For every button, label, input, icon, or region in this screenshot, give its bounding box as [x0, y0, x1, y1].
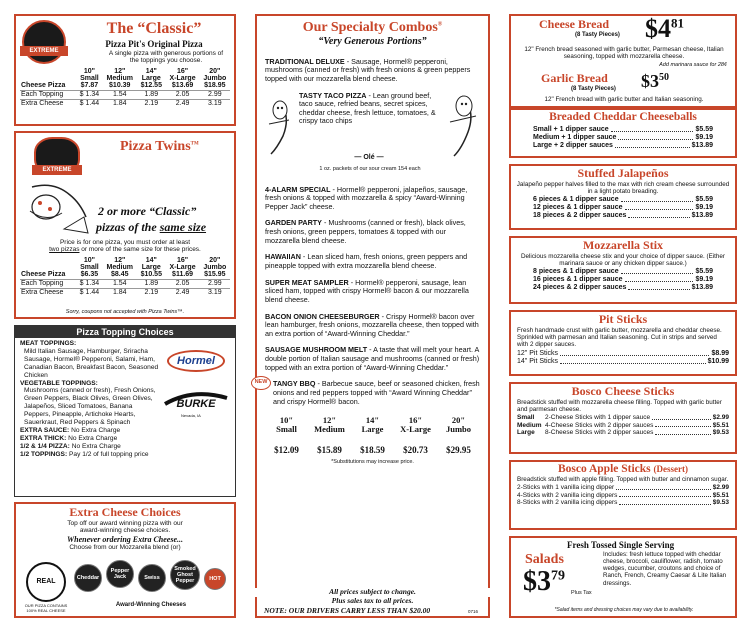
combo-item — [265, 253, 480, 270]
size-xlarge: 16" — [177, 257, 189, 264]
price-cell: 2.19 — [137, 100, 165, 109]
half-pizza-value: No Extra Charge — [71, 442, 121, 450]
trademark: TM — [190, 141, 199, 147]
stork-pizza-illustration — [24, 177, 94, 237]
pizza-pit-logo — [22, 20, 66, 64]
pit-sticks-panel — [509, 310, 737, 376]
combo-item — [265, 186, 480, 212]
salads-plus-tax: Plus Tax — [571, 590, 592, 596]
bosco-apple-desc: Breadstick stuffed with apple filling. Topped with butter and cinnamon sugar. — [517, 476, 729, 484]
item-label: 12 pieces & 1 dipper sauce — [533, 204, 623, 212]
price-cell: $ 1.44 — [76, 100, 102, 109]
price-cell: 1.89 — [137, 91, 165, 100]
price-line — [533, 142, 713, 150]
hormel-logo-text: Hormel — [177, 355, 215, 367]
half-pizza-label: 1/2 & 1/4 PIZZA: — [20, 442, 70, 450]
burke-logo — [163, 390, 229, 420]
price-cell: 2.49 — [166, 289, 200, 298]
item-label: Medium + 1 dipper sauce — [533, 134, 617, 142]
toppings-panel — [14, 325, 236, 497]
extra-thick — [20, 435, 160, 443]
size-label: Jumbo — [445, 423, 472, 434]
price-cents: 79 — [551, 568, 565, 584]
price-cell: $ 1.44 — [76, 289, 102, 298]
combo-name: TANGY BBQ — [273, 379, 316, 389]
combo-sizes — [265, 416, 480, 433]
new-badge-text: NEW — [254, 379, 268, 386]
price-cell: 1.89 — [137, 280, 165, 289]
item-label: 16 pieces & 1 dipper sauce — [533, 276, 623, 284]
jalapenos-title: Stuffed Jalapeños — [577, 166, 669, 180]
row-label: Cheese Pizza — [21, 82, 66, 89]
size-label: X-Large — [169, 264, 196, 271]
logo-band: EXTREME — [20, 46, 68, 56]
extra-cheese-l2: award-winning cheese choices. — [79, 527, 171, 535]
size-row — [20, 68, 230, 82]
salads-desc: Includes: fresh lettuce topped with cheddar cheese, broccoli, cauliflower, radish, tomato wedges, cucumber, croutons and choice of Ranch, French, Creamy Caesar & Lite Italian dressings. — [603, 551, 727, 587]
garlic-bread-price — [641, 72, 669, 90]
swiss-badge-icon — [138, 564, 166, 592]
meat-heading: MEAT TOPPINGS: — [20, 340, 77, 347]
bosco-cheese-panel — [509, 382, 737, 454]
veg-list: Mushrooms (canned or fresh), Fresh Onions, Green Peppers, Black Olives, Green Olives, Jalapeños, Sliced Tomatoes, Banana Peppers, Pineapple, Artichoke Hearts, Sauerkraut, Red Peppers & Spinach — [24, 387, 156, 427]
price-row — [20, 271, 230, 280]
item-label: 24 pieces & 2 dipper sauces — [533, 284, 627, 292]
garlic-bread-desc: 12" French bread with garlic butter and Italian seasoning. — [544, 96, 704, 103]
item-price: $9.19 — [695, 134, 713, 142]
taco-block — [265, 92, 480, 178]
size-label: Small — [80, 264, 99, 271]
item-price: $5.51 — [712, 491, 729, 499]
price-cell: $10.39 — [109, 82, 131, 89]
price-cell: 2.05 — [166, 91, 200, 100]
classic-price-table — [20, 68, 230, 108]
substitution-note: *Substitutions may increase price. — [331, 458, 414, 465]
burke-sub: Nevada, IA — [181, 413, 201, 418]
hormel-logo — [167, 350, 225, 372]
mozz-title: Mozzarella Stix — [582, 238, 664, 252]
combos-title — [257, 20, 488, 36]
row-label: Cheese Pizza — [21, 271, 66, 278]
registered-mark: ® — [437, 21, 443, 28]
price-cell: 2.49 — [166, 100, 200, 109]
price-cell: 3.19 — [200, 289, 230, 298]
badge-label: Smoked Ghost Pepper — [174, 565, 196, 585]
classic-desc: A single pizza with generous portions of the toppings you choose. — [108, 50, 224, 65]
combos-list — [254, 56, 488, 465]
pizza-pit-extreme-logo — [34, 137, 80, 183]
price-cents: 50 — [659, 72, 669, 83]
item-price: $9.19 — [695, 276, 713, 284]
pit-sticks-desc: Fresh handmade crust with garlic butter, mozzarella and cheddar cheese. Sprinkled with parmesan and Italian seasoning. Cut in strips and served with 2 dipper sauces. — [517, 326, 722, 349]
note-line-2: or more of the same size for these prices. — [79, 246, 201, 254]
size-large: 14" — [365, 415, 380, 426]
twins-note — [20, 239, 230, 254]
price-line — [533, 126, 713, 134]
garlic-bread-sub: (8 Tasty Pieces) — [571, 86, 616, 92]
extra-thick-value: No Extra Charge — [68, 434, 118, 442]
row-label: Extra Cheese — [20, 289, 76, 298]
size-large: 14" — [145, 68, 157, 75]
combos-subtitle: “Very Generous Portions” — [318, 36, 427, 48]
price-cell: $ 1.34 — [76, 91, 102, 100]
salads-head: Fresh Tossed Single Serving — [567, 540, 675, 550]
item-price: $13.89 — [691, 284, 713, 292]
combo-item — [265, 380, 480, 406]
extra-cheese-l4: Choose from our Mozzarella blend (or) — [69, 543, 181, 551]
price-cell: 1.84 — [102, 100, 137, 109]
extra-sauce-value: No Extra Charge — [71, 426, 121, 434]
bosco-apple-title-note: (Dessert) — [653, 464, 689, 474]
mozz-panel — [509, 236, 737, 304]
size-small: 10" — [83, 257, 95, 264]
combo-prices — [265, 445, 480, 455]
item-label: 14" Pit Sticks — [517, 357, 558, 365]
half-pizza — [20, 443, 160, 451]
half-toppings-label: 1/2 TOPPINGS: — [20, 450, 68, 458]
price-line — [517, 492, 729, 499]
price-line — [533, 268, 713, 276]
item-price: $13.89 — [691, 212, 713, 220]
item-price: $2.99 — [712, 414, 729, 422]
hot-badge-icon — [204, 568, 226, 590]
price-line — [517, 499, 729, 506]
price-cell: $13.69 — [171, 82, 194, 89]
bosco-cheese-desc: Breadstick stuffed with mozzarella cheese filling. Topped with garlic butter and parmesan cheese. — [517, 398, 722, 414]
item-label: 2-Sticks with 1 vanilla icing dipper — [517, 484, 615, 492]
price-line — [517, 429, 729, 436]
note-line-1: Price is for one pizza, you must order at least — [59, 239, 191, 246]
item-price: $8.99 — [711, 349, 729, 357]
size-medium: 12" — [114, 257, 126, 264]
price-cell: 2.19 — [137, 289, 165, 298]
print-code: 0716 — [468, 609, 479, 614]
twins-tagline-1: 2 or more “Classic” — [98, 204, 197, 218]
real-cheese-seal-icon — [26, 562, 66, 602]
ghost-pepper-badge-icon — [170, 560, 200, 590]
dancing-chili-left-icon — [265, 96, 295, 156]
classic-panel — [14, 14, 236, 126]
tagline-em: same size — [159, 220, 207, 234]
combo-desc: - Lean ground beef, taco sauce, refried beans, secret spices, cheddar cheese, fresh lettuce, tomatoes, & crispy taco chips — [299, 90, 436, 126]
burke-logo-text: BURKE — [176, 398, 216, 410]
price-cell: 2.05 — [166, 280, 200, 289]
garlic-bread-title: Garlic Bread — [541, 71, 608, 85]
bosco-apple-list — [511, 483, 735, 506]
cheeseballs-list — [511, 124, 735, 150]
size-name: Medium — [517, 421, 542, 429]
item-label: 8-Sticks with 2 vanilla icing dippers — [517, 499, 618, 507]
combo-item — [265, 58, 480, 84]
bosco-cheese-title: Bosco Cheese Sticks — [571, 384, 675, 398]
row-label: Each Topping — [20, 280, 76, 289]
twins-footnote: Sorry, coupons not accepted with Pizza Twins™. — [65, 308, 185, 315]
price-cell: $18.95 — [204, 82, 226, 89]
item-label: Large + 2 dipper sauces — [533, 142, 613, 150]
item-price: $9.53 — [712, 429, 729, 437]
logo-band: EXTREME TREME — [32, 165, 82, 175]
price-cell: $11.69 — [172, 271, 194, 278]
half-toppings — [20, 451, 160, 459]
size-small: 10" — [279, 415, 294, 426]
badge-label: HOT — [209, 575, 221, 582]
price-cell: 1.84 — [102, 289, 137, 298]
cheese-bread-price — [645, 16, 684, 42]
size-label: Large — [141, 264, 161, 271]
price-line — [533, 276, 713, 284]
price-cell: $15.95 — [204, 271, 226, 278]
footer-line-2: Plus sales tax to all prices. — [331, 596, 414, 605]
jalapenos-panel — [509, 164, 737, 230]
badge-label: Cheddar — [76, 574, 100, 581]
item-price: $5.59 — [695, 126, 713, 134]
badge-label: Pepper Jack — [110, 567, 130, 580]
size-medium: 12" — [114, 68, 126, 75]
extra-cheese-panel — [14, 502, 236, 618]
badge-label: Swiss — [144, 574, 160, 581]
item-label: 6 pieces & 1 dipper sauce — [533, 196, 619, 204]
ole-text: — Olé — — [354, 153, 384, 161]
combo-desc: - Barbecue sauce, beef or seasoned chicken, fresh onions and red peppers topped with “Award Winning Cheddar” and crispy Hormel® bacon. — [273, 379, 480, 406]
price-line — [517, 484, 729, 491]
combo-price: $29.95 — [446, 445, 471, 456]
price-cell: 2.99 — [200, 280, 230, 289]
item-price: $2.99 — [712, 484, 729, 492]
award-caption: Award-Winning Cheeses — [115, 602, 187, 608]
size-label: Medium — [106, 75, 133, 82]
item-label: 4-Sticks with 2 vanilla icing dippers — [517, 491, 618, 499]
size-medium: 12" — [322, 415, 337, 426]
size-label: Large — [361, 423, 384, 434]
cheese-bread-sub: (8 Tasty Pieces) — [575, 32, 620, 38]
combo-name: GARDEN PARTY — [265, 218, 322, 228]
combo-item — [265, 219, 480, 245]
combos-title-text: Our Specialty Combos — [302, 20, 438, 35]
pit-sticks-list — [511, 349, 735, 366]
item-label: Small + 1 dipper sauce — [533, 126, 609, 134]
item-label: 8-Cheese Sticks with 2 dipper sauces — [545, 429, 654, 437]
item-label: 18 pieces & 2 dipper sauces — [533, 212, 627, 220]
size-small: 10" — [83, 68, 95, 75]
half-toppings-value: Pay 1/2 of full topping price — [69, 450, 149, 458]
size-jumbo: 20" — [209, 68, 221, 75]
size-name: Large — [517, 429, 535, 437]
twins-tagline-2 — [96, 221, 206, 235]
combo-name: SAUSAGE MUSHROOM MELT — [265, 345, 368, 355]
price-cell: $7.87 — [80, 82, 99, 89]
price-dollars: $4 — [645, 14, 671, 43]
item-label: 12" Pit Sticks — [517, 349, 558, 357]
price-line — [517, 358, 729, 366]
item-price: $5.59 — [695, 196, 713, 204]
toppings-title: Pizza Topping Choices — [15, 326, 235, 338]
combos-panel — [255, 14, 490, 618]
combo-desc: - Hormel® pepperoni, jalapeños, sausage, fresh onions & topped with mozzarella & spicy “Award-Winning Pepper Jack” cheese. — [265, 184, 468, 211]
cheese-bread-addon: Add marinara sauce for 28¢ — [659, 62, 727, 68]
cheeseballs-panel — [509, 108, 737, 158]
size-label: Small — [80, 75, 99, 82]
size-label: X-Large — [400, 423, 431, 434]
tagline-pre: pizzas of the — [96, 220, 160, 234]
combo-name: HAWAIIAN — [265, 252, 301, 262]
combo-name: 4-ALARM SPECIAL — [265, 184, 331, 194]
cheddar-badge-icon — [74, 564, 102, 592]
mozz-list — [511, 267, 735, 292]
salads-foot: *Salad items and dressing choices may vary due to availability. — [554, 607, 694, 614]
seal-text: OUR PIZZA CONTAINS 100% REAL CHEESE — [24, 603, 68, 613]
price-cell: 1.54 — [102, 280, 137, 289]
combo-name: TRADITIONAL DELUXE — [265, 56, 345, 66]
price-cell: $6.35 — [80, 271, 99, 278]
size-xlarge: 16" — [177, 68, 189, 75]
toppings-body — [20, 340, 160, 459]
price-row — [20, 289, 230, 298]
item-price: $9.53 — [712, 499, 729, 507]
size-xlarge: 16" — [408, 415, 423, 426]
item-label: 4-Cheese Sticks with 2 dipper sauces — [545, 421, 654, 429]
row-label: Extra Cheese — [20, 100, 76, 109]
twins-price-table — [20, 257, 230, 297]
footer-line-1: All prices subject to change. — [255, 588, 490, 597]
price-cell: 3.19 — [200, 100, 230, 109]
bosco-cheese-list — [511, 413, 735, 436]
combo-item — [299, 92, 439, 127]
price-cell: $10.55 — [140, 271, 162, 278]
price-cell: $8.45 — [110, 271, 129, 278]
extra-thick-label: EXTRA THICK: — [20, 434, 67, 442]
cheeseballs-title: Breaded Cheddar Cheeseballs — [549, 111, 697, 123]
price-cell: 2.99 — [200, 91, 230, 100]
mozz-desc: Delicious mozzarella cheese stix and your choice of dipper sauce. (Either marinara sauce or any chicken dipper sauce.) — [520, 252, 726, 268]
size-row — [20, 257, 230, 271]
seal-label: REAL — [36, 577, 56, 585]
price-cell: $ 1.34 — [76, 280, 102, 289]
item-price: $5.59 — [695, 268, 713, 276]
twins-title — [120, 139, 199, 155]
jalapenos-list — [511, 195, 735, 220]
bosco-apple-title-text: Bosco Apple Sticks — [557, 463, 651, 475]
combo-price: $20.73 — [403, 445, 428, 456]
price-row — [20, 100, 230, 109]
price-cents: 81 — [671, 15, 684, 31]
size-jumbo: 20" — [209, 257, 221, 264]
price-line — [517, 414, 729, 421]
bread-panel — [509, 14, 737, 108]
salads-panel — [509, 536, 737, 618]
size-label: Jumbo — [203, 75, 227, 82]
extra-cheese-l3: Whenever ordering Extra Cheese... — [67, 534, 183, 544]
combo-item — [265, 346, 480, 372]
item-price: $13.89 — [691, 142, 713, 150]
size-label: X-Large — [169, 75, 196, 82]
price-line — [533, 284, 713, 292]
extra-cheese-l1: Top off our award winning pizza with our — [67, 519, 183, 527]
price-line — [517, 350, 729, 358]
price-row — [20, 280, 230, 289]
veg-heading: VEGETABLE TOPPINGS: — [20, 379, 98, 387]
note-underline: two pizzas — [49, 246, 80, 254]
price-row — [20, 82, 230, 91]
item-price: $5.51 — [712, 421, 729, 429]
size-jumbo: 20" — [451, 415, 466, 426]
size-label: Jumbo — [203, 264, 227, 271]
size-label: Small — [276, 423, 297, 434]
price-row — [20, 91, 230, 100]
price-dollars: $3 — [523, 566, 551, 597]
row-label: Each Topping — [20, 91, 76, 100]
combo-desc: - Crispy Hormel® bacon over lean hamburger, fresh onions, mozzarella cheese, then topped with an extra portion of “Award-Winning Cheddar.” — [265, 311, 479, 338]
combo-desc: - Hormel® pepperoni, sausage, lean sliced ham, topped with crispy Hormel® bacon & our mozzarella blend cheese. — [265, 277, 469, 304]
price-line — [533, 204, 713, 212]
price-line — [533, 212, 713, 220]
extra-sauce-label: EXTRA SAUCE: — [20, 426, 70, 434]
price-line — [533, 134, 713, 142]
price-cell: $12.55 — [140, 82, 162, 89]
size-label: Large — [141, 75, 161, 82]
salads-title: Salads — [525, 552, 564, 567]
tangy-bbq-block — [254, 379, 480, 406]
combo-desc: - Mushrooms (canned or fresh), black olives, fresh onions, green peppers, tomatoes & topped with our mozzarella blend cheese. — [265, 218, 466, 245]
combo-name: SUPER MEAT SAMPLER — [265, 277, 349, 287]
combo-price: $12.09 — [274, 445, 299, 456]
combo-name: TASTY TACO PIZZA — [299, 90, 367, 100]
bosco-apple-panel — [509, 460, 737, 530]
size-label: Medium — [314, 423, 345, 434]
price-line — [517, 422, 729, 429]
combo-desc: - Lean sliced ham, fresh onions, green peppers and pineapple topped with extra mozzarella blend cheese. — [265, 252, 468, 270]
combo-price: $15.89 — [317, 445, 342, 456]
size-name: Small — [517, 414, 535, 422]
salads-price — [523, 568, 565, 596]
meat-list: Mild Italian Sausage, Hamburger, Sriracha Sausage, Hormel® Pepperoni, Salami, Ham, Canadian Bacon, Breakfast Bacon, Seasoned Chicken — [24, 347, 159, 379]
cheese-bread-title: Cheese Bread — [539, 17, 610, 31]
price-dollars: $3 — [641, 71, 659, 91]
pit-sticks-title: Pit Sticks — [598, 312, 648, 326]
combo-desc: - Sausage, Hormel® pepperoni, mushrooms (canned or fresh) with fresh onions & green peppers topped with our mozzarella blend cheese. — [265, 56, 471, 83]
extra-cheese-title: Extra Cheese Choices — [69, 505, 181, 519]
size-label: Medium — [106, 264, 133, 271]
item-price: $10.99 — [707, 357, 729, 365]
price-line — [533, 196, 713, 204]
twins-title-text: Pizza Twins — [120, 139, 191, 154]
size-large: 14" — [145, 257, 157, 264]
combo-desc: - A taste that will melt your heart. A double portion of Italian sausage and mushrooms (canned or fresh) topped with an extra portion of “Award-Winning Cheddar.” — [265, 345, 480, 372]
classic-title: The “Classic” — [106, 20, 202, 37]
combo-item — [265, 279, 480, 305]
combo-name: BACON ONION CHEESEBURGER — [265, 311, 380, 321]
item-label: 8 pieces & 1 dipper sauce — [533, 268, 619, 276]
combo-price: $18.59 — [360, 445, 385, 456]
item-label: 2-Cheese Sticks with 1 dipper sauce — [545, 414, 651, 422]
drivers-note: NOTE: OUR DRIVERS CARRY LESS THAN $20.00 — [264, 606, 431, 615]
classic-subtitle: Pizza Pit's Original Pizza — [105, 39, 203, 49]
jalapenos-desc: Jalapeño pepper halves filled to the max with rich cream cheese surrounded in a light potato breading. — [516, 180, 730, 196]
twins-panel — [14, 131, 236, 319]
cheese-bread-desc: 12" French bread seasoned with garlic butter, Parmesan cheese, Italian seasoning, topped with mozzarella cheese. — [524, 46, 724, 61]
bosco-apple-title — [511, 463, 735, 476]
combo-item — [265, 313, 480, 339]
item-price: $9.19 — [695, 204, 713, 212]
extra-sauce — [20, 427, 160, 435]
pepper-jack-badge-icon — [106, 560, 134, 588]
sour-cream-note: 1 oz. packets of our sour cream 154 each — [319, 165, 421, 172]
price-cell: 1.54 — [102, 91, 137, 100]
dancing-chili-right-icon — [444, 92, 480, 158]
